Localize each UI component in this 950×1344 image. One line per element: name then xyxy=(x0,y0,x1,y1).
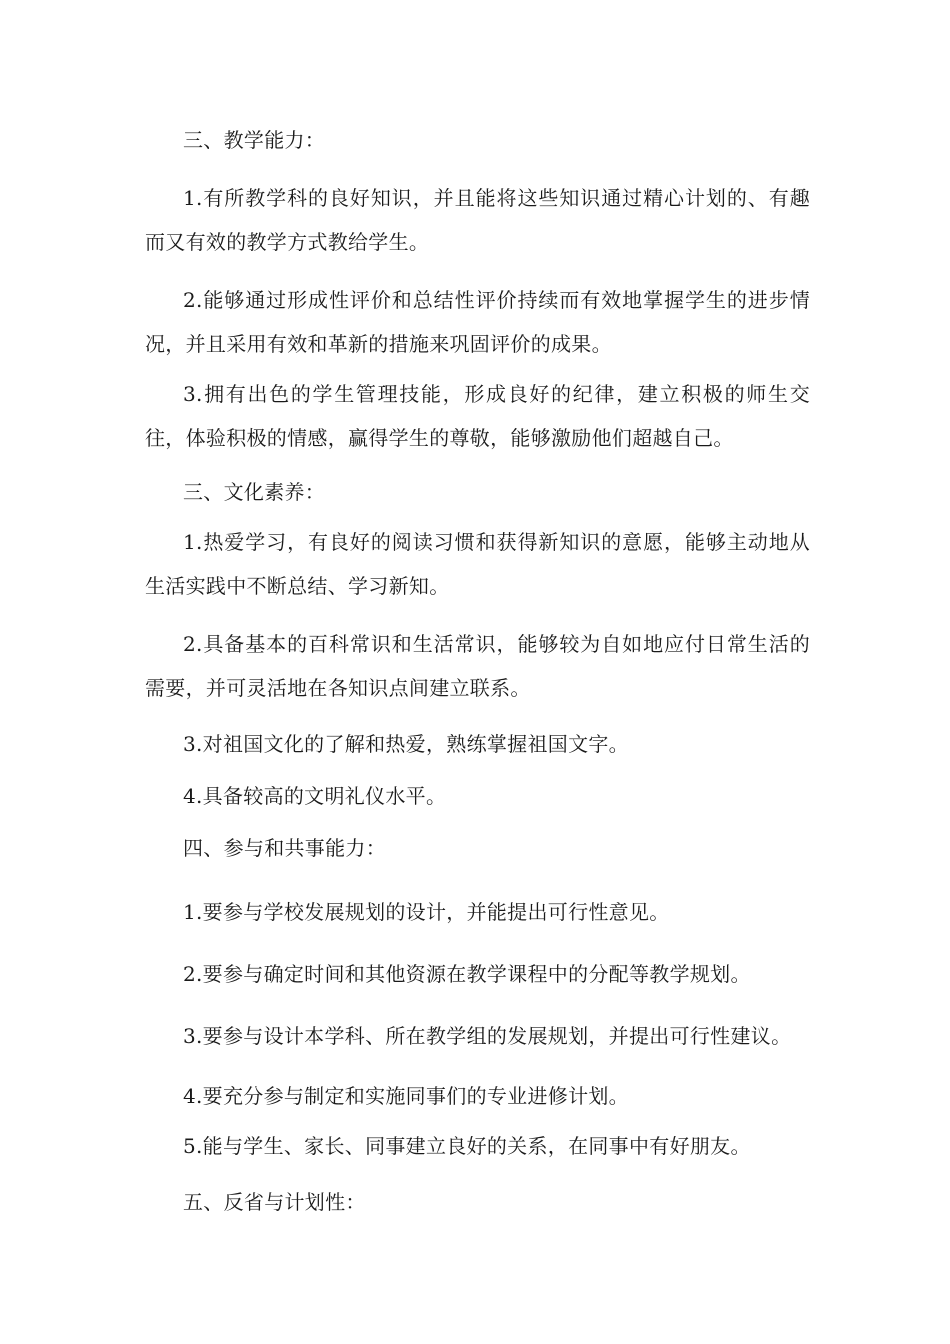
paragraph-participation-5: 5.能与学生、家长、同事建立良好的关系，在同事中有好朋友。 xyxy=(183,1134,751,1158)
section-heading-cultural-literacy: 三、文化素养： xyxy=(183,480,326,504)
section-heading-participation: 四、参与和共事能力： xyxy=(183,836,386,860)
paragraph-teaching-2: 2.能够通过形成性评价和总结性评价持续而有效地掌握学生的进步情况，并且采用有效和革新的措施来巩固评价的成果。 xyxy=(145,288,810,356)
section-heading-teaching-ability: 三、教学能力： xyxy=(183,128,326,152)
paragraph-participation-2: 2.要参与确定时间和其他资源在教学课程中的分配等教学规划。 xyxy=(183,962,751,986)
paragraph-culture-2: 2.具备基本的百科常识和生活常识，能够较为自如地应付日常生活的需要，并可灵活地在各知识点间建立联系。 xyxy=(145,632,810,700)
paragraph-teaching-1: 1.有所教学科的良好知识，并且能将这些知识通过精心计划的、有趣而又有效的教学方式教给学生。 xyxy=(145,186,810,254)
paragraph-participation-4: 4.要充分参与制定和实施同事们的专业进修计划。 xyxy=(183,1084,629,1108)
section-heading-reflection: 五、反省与计划性： xyxy=(183,1190,366,1214)
paragraph-teaching-3: 3.拥有出色的学生管理技能，形成良好的纪律，建立积极的师生交往，体验积极的情感，赢得学生的尊敬，能够激励他们超越自己。 xyxy=(145,382,810,450)
paragraph-participation-3: 3.要参与设计本学科、所在教学组的发展规划，并提出可行性建议。 xyxy=(183,1024,792,1048)
paragraph-participation-1: 1.要参与学校发展规划的设计，并能提出可行性意见。 xyxy=(183,900,670,924)
paragraph-culture-4: 4.具备较高的文明礼仪水平。 xyxy=(183,784,447,808)
paragraph-culture-1: 1.热爱学习，有良好的阅读习惯和获得新知识的意愿，能够主动地从生活实践中不断总结、学习新知。 xyxy=(145,530,810,598)
paragraph-culture-3: 3.对祖国文化的了解和热爱，熟练掌握祖国文字。 xyxy=(183,732,629,756)
